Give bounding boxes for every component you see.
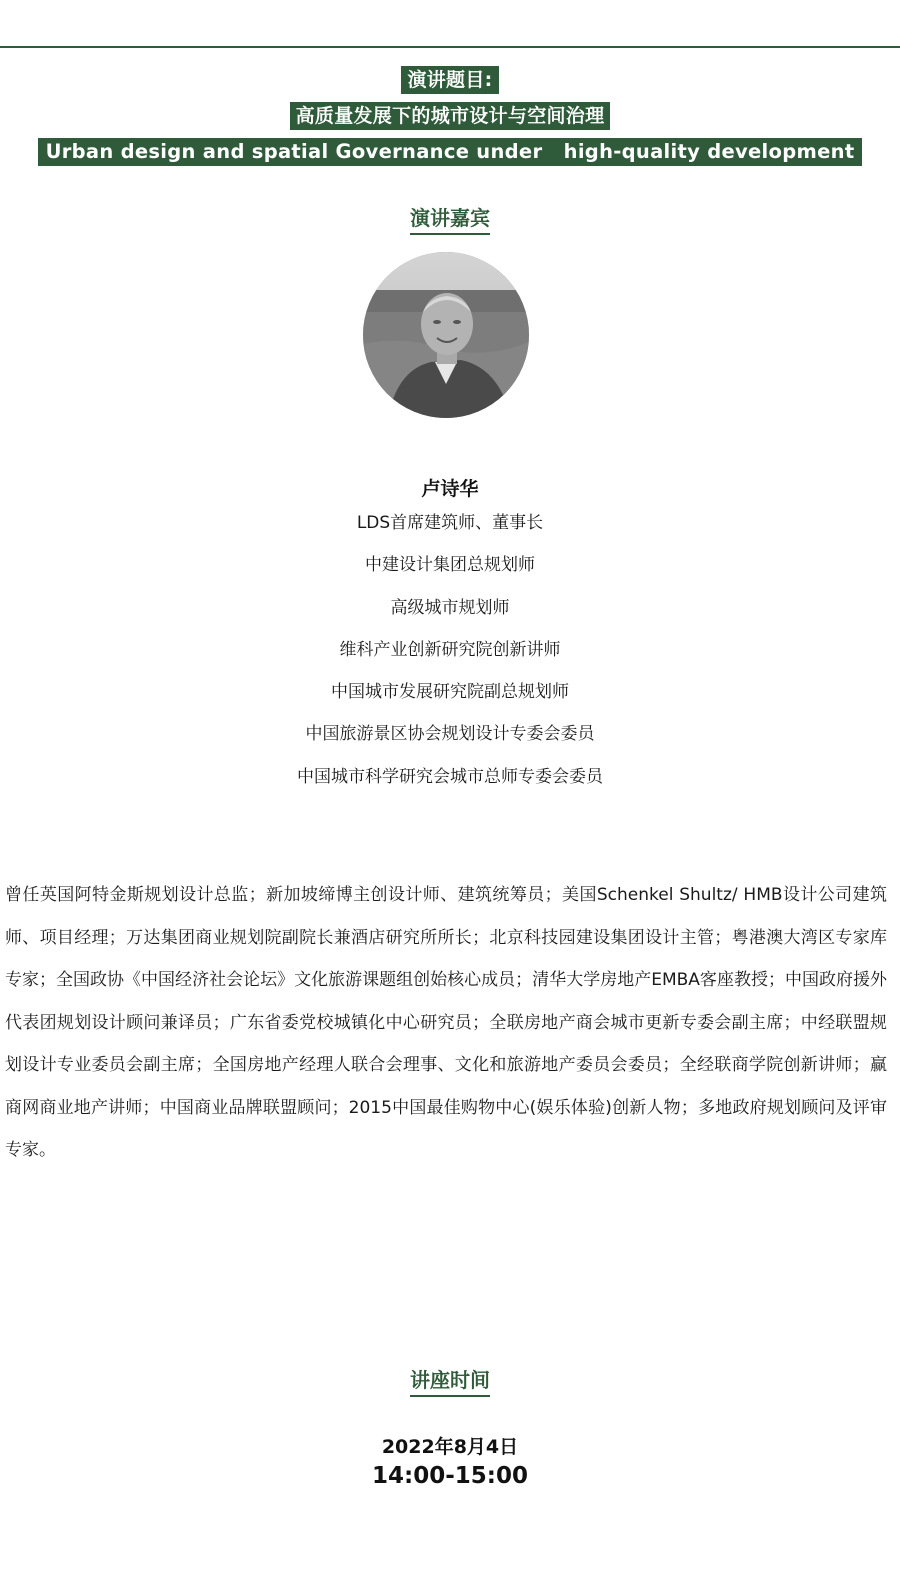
top-divider [0, 46, 900, 48]
speaker-titles-list [0, 510, 900, 806]
speaker-title-item: LDS首席建筑师、董事长 [356, 513, 544, 533]
talk-heading: 演讲题目: [401, 66, 498, 94]
speaker-heading-text: 演讲嘉宾 [410, 205, 490, 235]
lecture-time: 14:00-15:00 [372, 1463, 528, 1489]
speaker-title-item: 高级城市规划师 [390, 597, 510, 618]
speaker-title-item: 中国旅游景区协会规划设计专委会委员 [305, 724, 595, 745]
lecture-date: 2022年8月4日 [381, 1436, 519, 1458]
speaker-photo [363, 252, 529, 418]
schedule-section-heading [0, 1367, 900, 1397]
talk-title-en: Urban design and spatial Governance under high-quality development [38, 138, 863, 166]
speaker-title-item: 中建设计集团总规划师 [365, 555, 535, 576]
speaker-avatar [363, 252, 529, 418]
speaker-name: 卢诗华 [421, 478, 479, 500]
talk-title-cn: 高质量发展下的城市设计与空间治理 [290, 102, 611, 130]
speaker-title-item: 中国城市发展研究院副总规划师 [331, 682, 569, 703]
talk-title-block [0, 66, 900, 174]
speaker-title-item: 中国城市科学研究会城市总师专委会委员 [297, 766, 603, 787]
speaker-section-heading [0, 205, 900, 235]
speaker-biography: 曾任英国阿特金斯规划设计总监；新加坡缔博主创设计师、建筑统筹员；美国Schenkel Shultz/ HMB设计公司建筑师、项目经理；万达集团商业规划院副院长兼酒店研究所所长；北京科技园建设集团设计主管；粤港澳大湾区专家库专家；全国政协《中国经济社会论坛》文化旅游课题组创始核心成员；清华大学房地产EMBA客座教授；中国政府援外代表团规划设计顾问兼译员；广东省委党校城镇化中心研究员；全联房地产商会城市更新专委会副主席；中经联盟规划设计专业委员会副主席；全国房地产经理人联合会理事、文化和旅游地产委员会委员；全经联商学院创新讲师；赢商网商业地产讲师；中国商业品牌联盟顾问；2015中国最佳购物中心(娱乐体验)创新人物；多地政府规划顾问及评审专家。 [5, 885, 887, 1160]
schedule-heading-text: 讲座时间 [410, 1367, 490, 1397]
speaker-title-item: 维科产业创新研究院创新讲师 [339, 639, 561, 660]
